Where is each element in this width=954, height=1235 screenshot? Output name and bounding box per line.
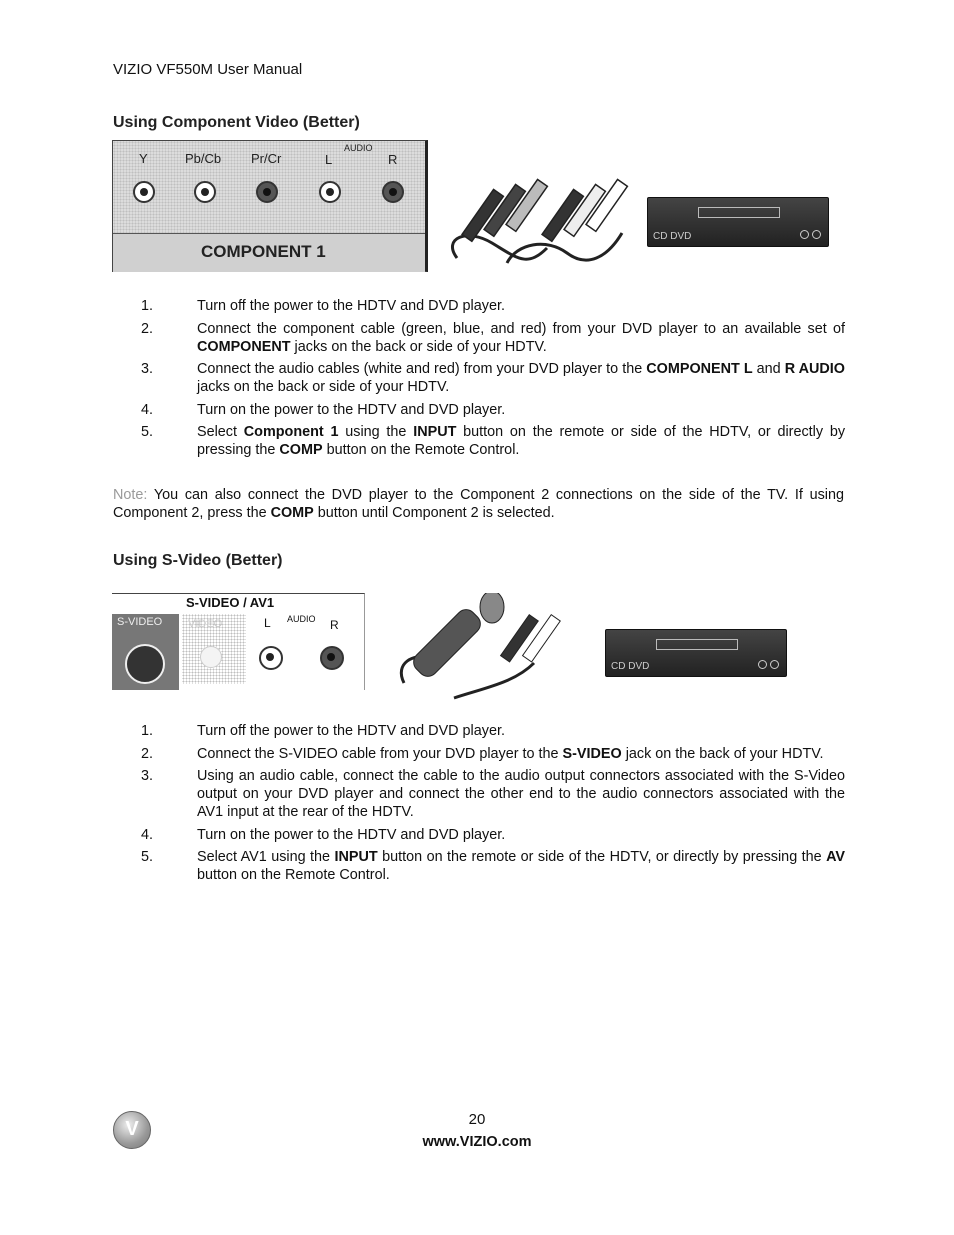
bold-term: Component 1	[243, 424, 339, 440]
page-number: 20	[468, 1111, 486, 1128]
step-item	[113, 423, 845, 459]
step-number: 2.	[141, 745, 154, 762]
text-run: Turn off the power to the HDTV and DVD player.	[197, 723, 505, 739]
bold-term: S-VIDEO	[562, 745, 622, 762]
bold-term: R AUDIO	[784, 361, 845, 377]
svideo-dvd-player-icon	[605, 629, 787, 677]
audio-l-label: L	[264, 616, 271, 630]
panel-label-r: R	[388, 152, 398, 167]
component-cables-icon	[437, 148, 647, 272]
jack-audio-r-icon	[382, 181, 404, 203]
bold-term: COMPONENT	[197, 338, 291, 355]
svideo-connection-figure	[112, 593, 792, 701]
video-jack-block	[182, 614, 246, 684]
text-run: Using an audio cable, connect the cable to the audio output connectors associated with the S-Video output on your DVD player and connect the other end to the audio connectors associated with the AV1 input at the rear of the HDTV.	[197, 768, 845, 820]
step-item	[113, 401, 845, 419]
video-label: VIDEO	[188, 618, 223, 630]
bold-term: COMP	[279, 442, 323, 458]
jack-audio-l-icon	[319, 181, 341, 203]
text-run: jack on the back of your HDTV.	[621, 745, 824, 762]
jack-prcr-icon	[256, 181, 278, 203]
jack-pbcb-icon	[194, 181, 216, 203]
step-number: 4.	[141, 401, 154, 418]
note-label: Note:	[113, 487, 148, 503]
text-run: Turn on the power to the HDTV and DVD player.	[197, 401, 506, 418]
step-number: 3.	[141, 768, 154, 784]
component-section-heading: Using Component Video (Better)	[113, 114, 360, 131]
svideo-jack-icon	[125, 644, 165, 684]
step-number: 4.	[141, 826, 154, 843]
text-run: button on the Remote Control.	[197, 867, 390, 883]
note-paragraph	[113, 486, 844, 522]
bold-term: COMP	[270, 505, 314, 521]
text-run: and	[752, 361, 785, 377]
step-number: 5.	[141, 424, 154, 440]
step-item	[113, 848, 845, 884]
text-run: button on the Remote Control.	[322, 442, 520, 458]
step-item	[113, 360, 845, 396]
vizio-logo-icon: V	[113, 1111, 151, 1149]
svideo-input-panel	[112, 593, 365, 690]
text-run: Turn off the power to the HDTV and DVD player.	[197, 298, 505, 314]
panel-label-y: Y	[139, 151, 148, 166]
text-run: Select	[197, 424, 244, 440]
svideo-panel-title: S-VIDEO / AV1	[186, 595, 275, 610]
step-item	[113, 826, 845, 844]
step-item	[113, 745, 845, 763]
bold-term: INPUT	[334, 849, 378, 865]
panel-label-prcr: Pr/Cr	[251, 151, 282, 166]
step-item	[113, 320, 845, 356]
svideo-label: S-VIDEO	[117, 616, 163, 628]
panel-label-pbcb: Pb/Cb	[185, 151, 222, 166]
text-run: Connect the component cable (green, blue, and red) from your DVD player to an available set of	[197, 320, 845, 337]
svideo-section-heading: Using S-Video (Better)	[113, 552, 283, 569]
text-run: You can also connect the DVD player to the Component 2 connections on the side of the TV. If using Component 2, press the	[113, 487, 844, 521]
audio-r-jack-icon	[320, 646, 344, 670]
svideo-steps-list	[113, 722, 845, 889]
text-run: Turn on the power to the HDTV and DVD player.	[197, 826, 506, 843]
video-jack-icon	[200, 646, 222, 668]
step-number: 1.	[141, 298, 154, 314]
dvd-player-icon	[647, 197, 829, 247]
text-run: button until Component 2 is selected.	[313, 505, 555, 521]
text-run: Connect the S-VIDEO cable from your DVD player to the	[197, 745, 563, 762]
text-run: jacks on the back or side of your HDTV.	[197, 379, 450, 395]
component-input-panel	[112, 140, 428, 272]
text-run: button on the remote or side of the HDTV, or directly by pressing the	[377, 849, 827, 865]
bold-term: COMPONENT L	[646, 361, 753, 377]
step-item	[113, 297, 845, 315]
text-run: button on the remote or side of the HDTV, or directly by pressing the	[197, 424, 846, 458]
text-run: using the	[338, 424, 414, 440]
svideo-audio-label: AUDIO	[287, 614, 316, 624]
step-number: 2.	[141, 320, 154, 337]
audio-r-label: R	[330, 618, 339, 632]
svideo-cables-icon	[394, 593, 594, 701]
document-header-title: VIZIO VF550M User Manual	[113, 61, 303, 78]
component-panel-title-bar	[113, 233, 425, 272]
text-run: Select AV1 using the	[197, 849, 335, 865]
step-item	[113, 767, 845, 821]
step-number: 1.	[141, 723, 154, 739]
step-number: 3.	[141, 361, 154, 377]
dvd-player-label: CD DVD	[653, 231, 692, 242]
panel-audio-label: AUDIO	[344, 143, 373, 153]
step-number: 5.	[141, 849, 154, 865]
bold-term: AV	[826, 849, 846, 865]
step-item	[113, 722, 845, 740]
bold-term: INPUT	[413, 424, 457, 440]
svideo-dvd-player-label: CD DVD	[611, 661, 650, 672]
svideo-jack-block	[112, 614, 179, 690]
audio-l-jack-icon	[259, 646, 283, 670]
component-steps-list	[113, 297, 845, 464]
component-connection-figure	[112, 140, 830, 272]
text-run: Connect the audio cables (white and red) from your DVD player to the	[197, 361, 647, 377]
component-panel-title: COMPONENT 1	[201, 242, 326, 261]
jack-y-icon	[133, 181, 155, 203]
footer-url-link[interactable]: www.VIZIO.com	[422, 1134, 532, 1150]
text-run: jacks on the back or side of your HDTV.	[290, 338, 547, 355]
panel-label-l: L	[325, 152, 333, 167]
